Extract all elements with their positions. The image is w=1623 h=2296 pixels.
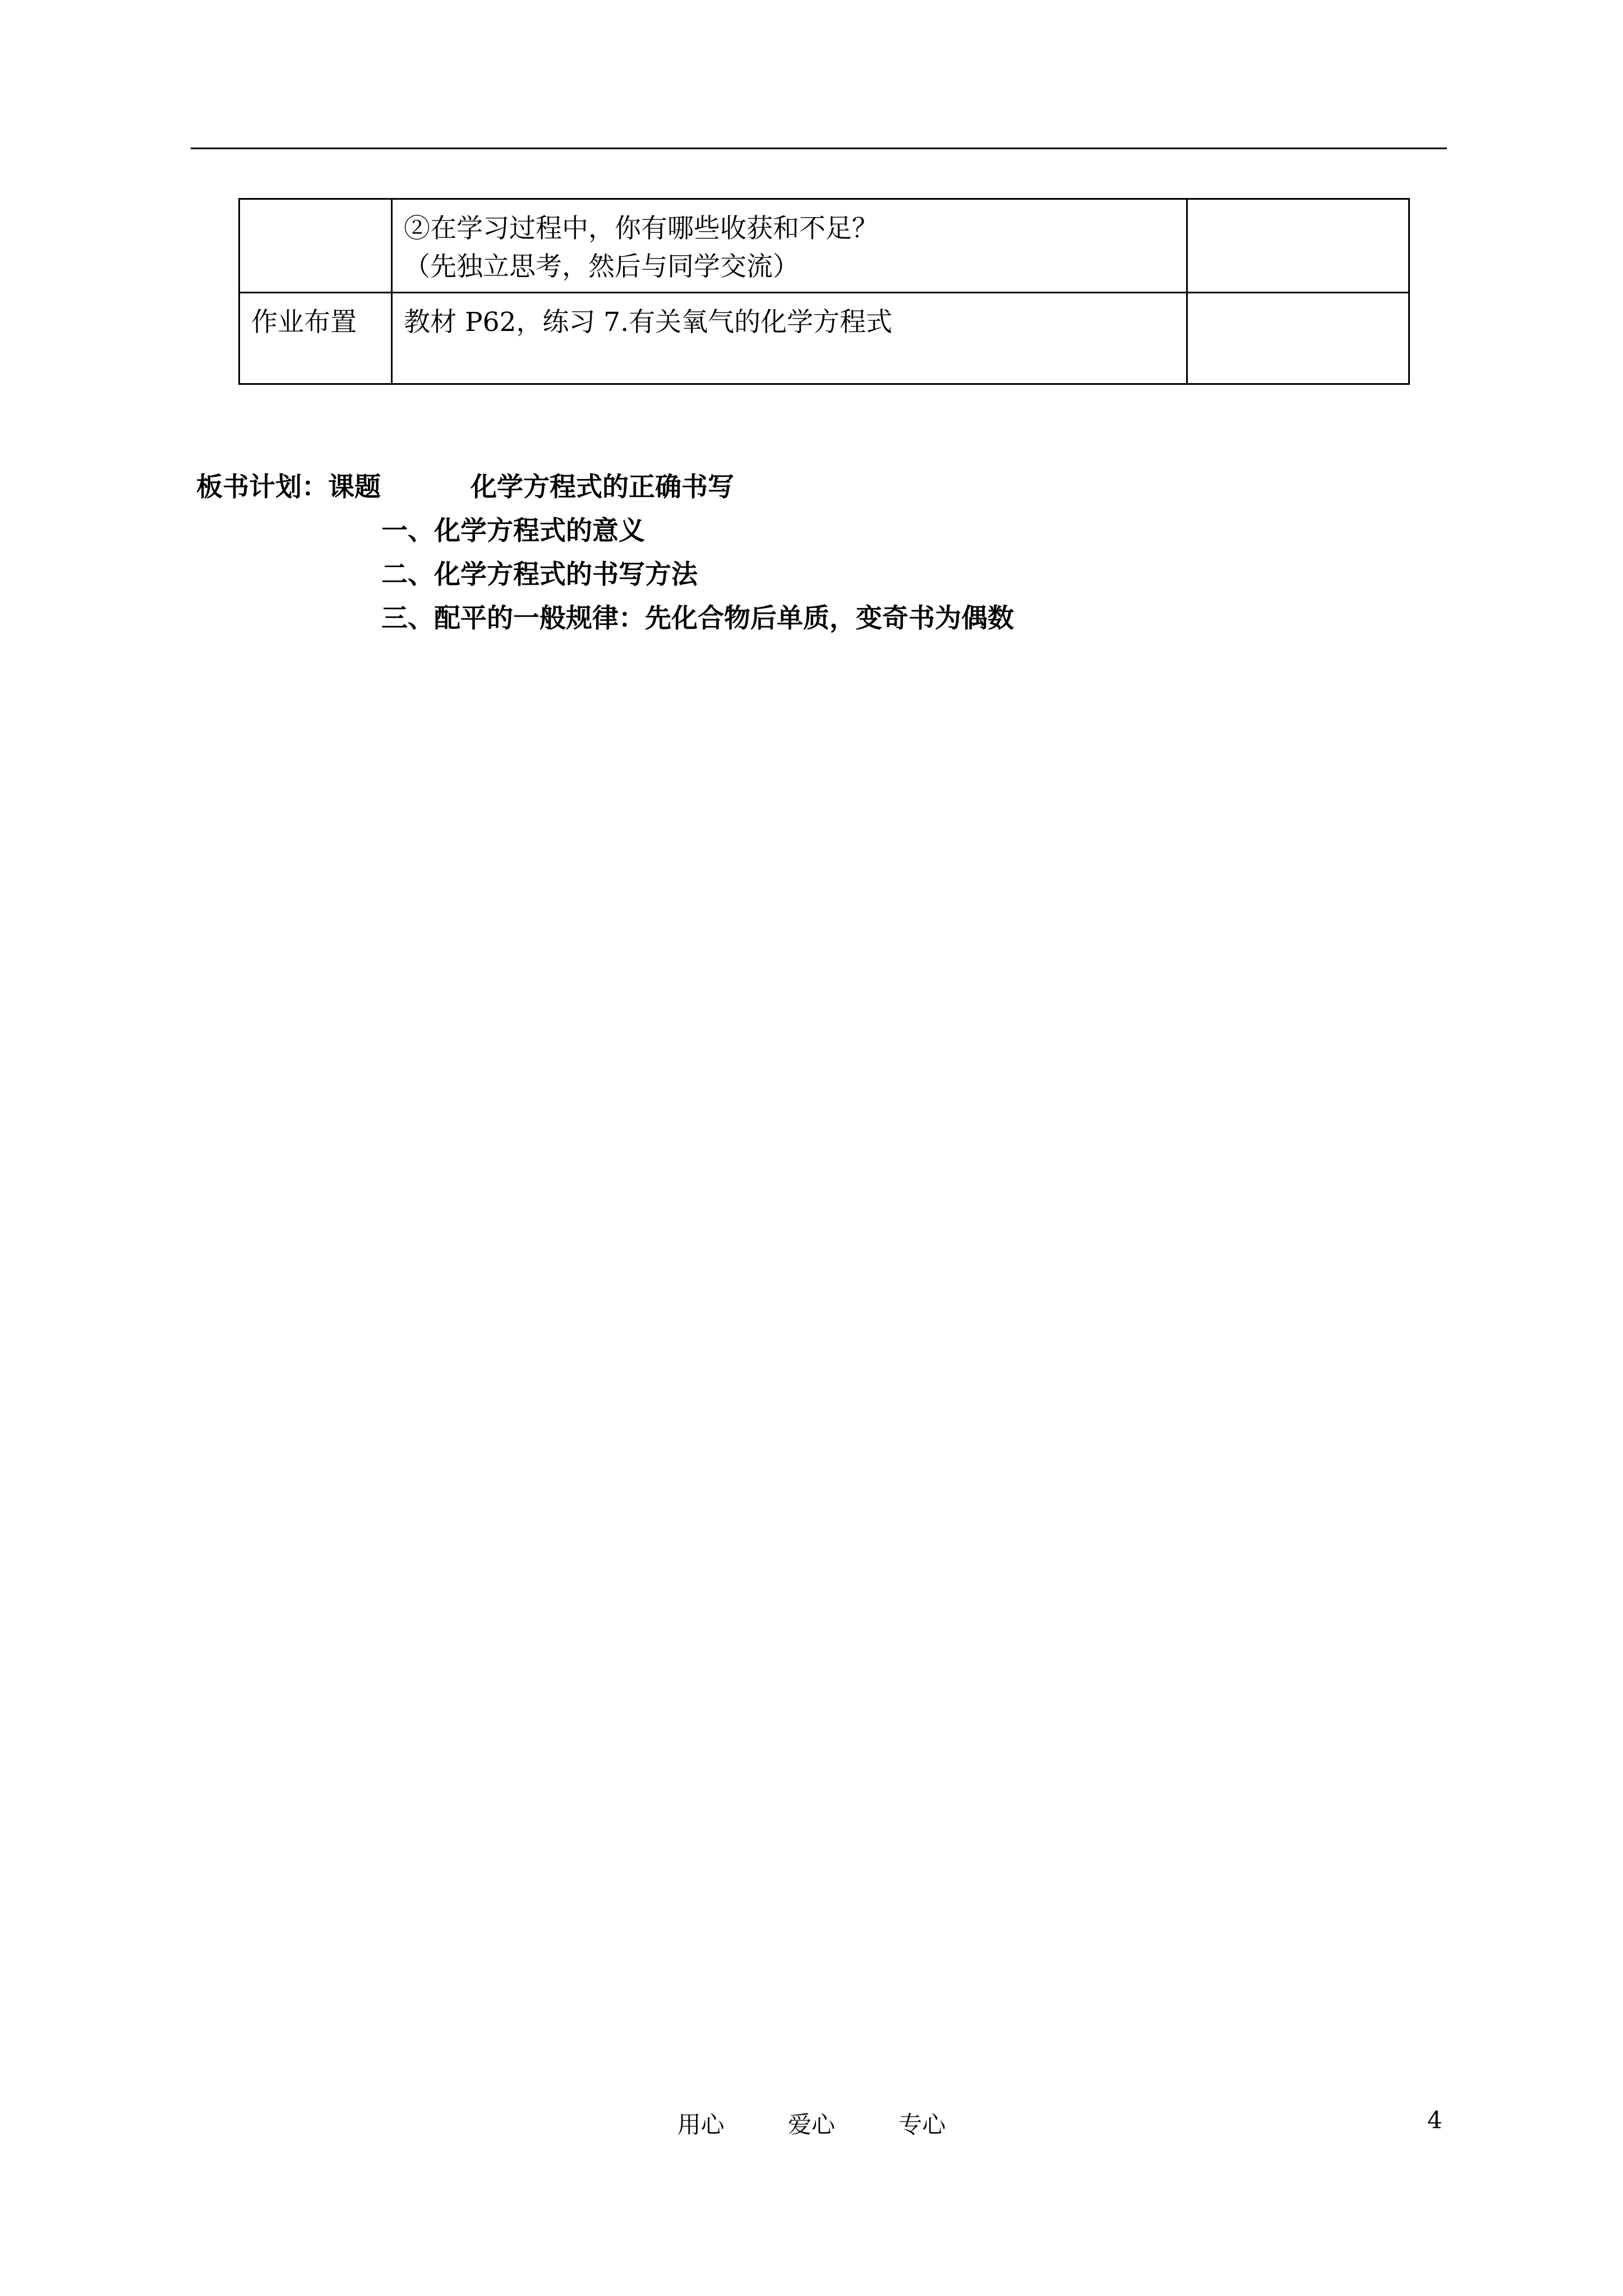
header-rule [191, 148, 1447, 149]
row-note-cell [1187, 199, 1409, 293]
table-row [239, 199, 1409, 293]
table-row [239, 293, 1409, 384]
lesson-plan-table [238, 198, 1410, 385]
board-plan-item: 三、配平的一般规律：先化合物后单质，变奇书为偶数 [381, 603, 1014, 634]
row-note-cell [1187, 293, 1409, 384]
board-plan-label: 板书计划：课题 [196, 472, 381, 503]
board-plan [196, 466, 1014, 641]
row-label-cell [239, 199, 392, 293]
footer-motto-word: 专心 [898, 2111, 946, 2138]
board-plan-item: 二、化学方程式的书写方法 [381, 559, 698, 590]
board-plan-title-row [196, 466, 1014, 509]
footer-motto-word: 用心 [677, 2111, 725, 2138]
footer-motto [0, 2106, 1623, 2140]
board-plan-title: 化学方程式的正确书写 [471, 472, 734, 503]
reflection-instruction: （先独立思考，然后与同学交流） [404, 251, 799, 282]
homework-label-cell: 作业布置 [239, 293, 392, 384]
homework-content-cell [392, 293, 1187, 384]
footer-motto-word: 爱心 [787, 2111, 835, 2138]
row-content-cell [392, 199, 1187, 293]
reflection-question: ②在学习过程中，你有哪些收获和不足？ [404, 213, 878, 244]
page-number: 4 [1427, 2106, 1442, 2134]
homework-text: 教材 P62，练习 7.有关氧气的化学方程式 [404, 307, 893, 338]
board-plan-item: 一、化学方程式的意义 [381, 516, 645, 546]
